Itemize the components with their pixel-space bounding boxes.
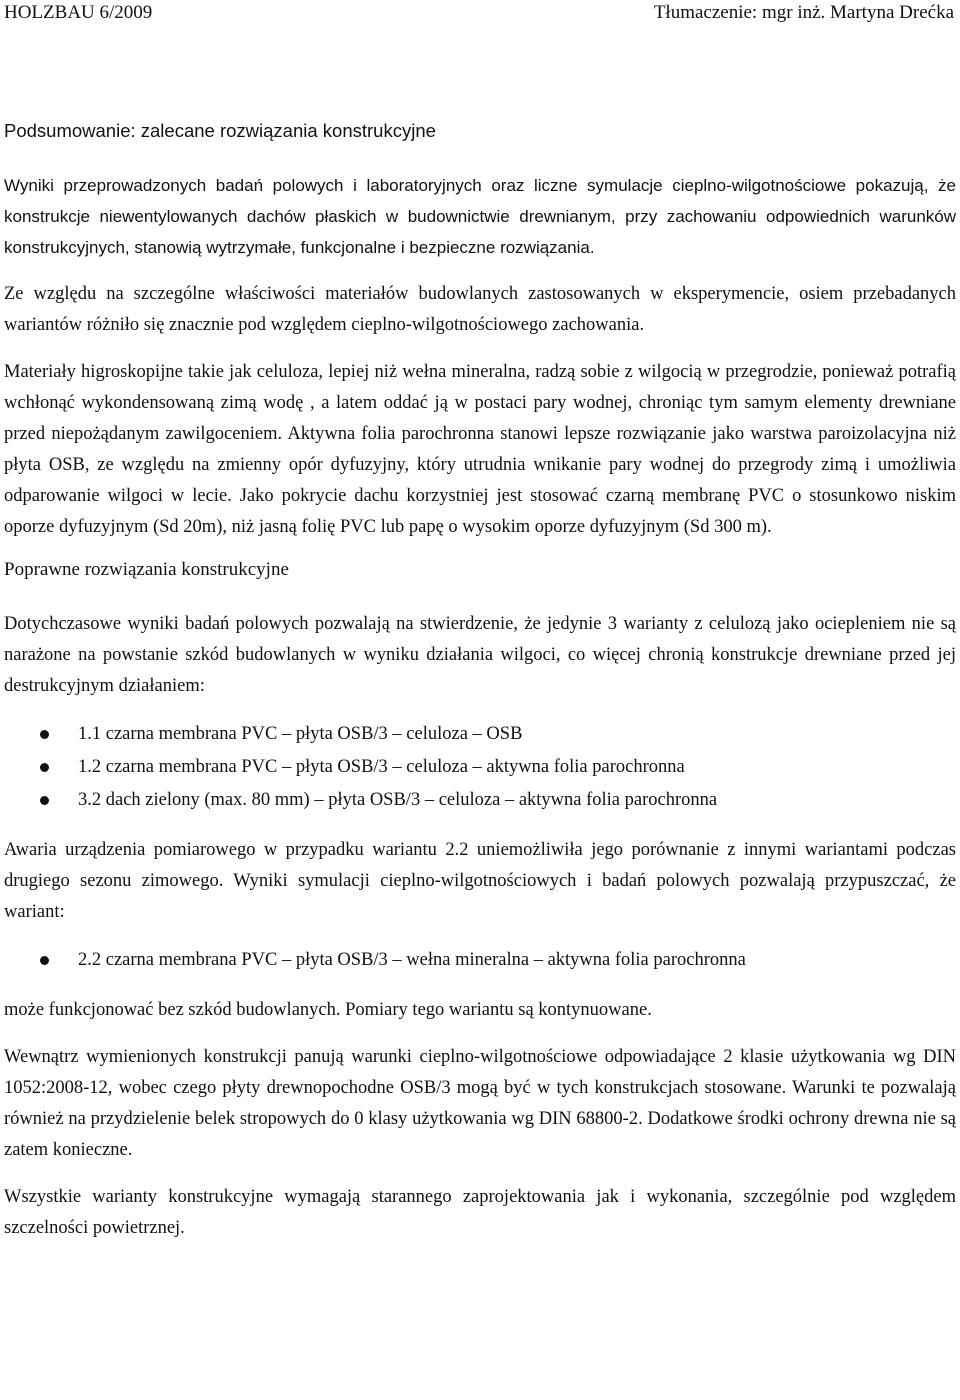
paragraph-field-results: Dotychczasowe wyniki badań polowych pozwalają na stwierdzenie, że jedynie 3 warianty z celulozą jako ociepleniem nie są narażone na powstanie szkód budowlanych w wyniku działania wilgoci, co więcej chronią konstrukcje drewniane przed jej destrukcyjnym działaniem:	[4, 614, 956, 696]
variant-list-secondary	[4, 944, 956, 977]
paragraph-hygroscopic-materials: Materiały higroskopijne takie jak celuloza, lepiej niż wełna mineralna, radzą sobie z wilgocią w przegrodzie, ponieważ potrafią wchłonąć wykondensowaną zimą wodę , a latem oddać ją w postaci pary wodnej, chroniąc tym samym elementy drewniane przed niepożądanym zawilgoceniem. Aktywna folia parochronna stanowi lepsze rozwiązanie jako warstwa paroizolacyjna niż płyta OSB, ze względu na zmienny opór dyfuzyjny, który utrudnia wnikanie pary wodnej do przegrody zimą i umożliwia odparowanie wilgoci w lecie. Jako pokrycie dachu korzystniej jest stosować czarną membranę PVC o stosunkowo niskim oporze dyfuzyjnym (Sd 20m), niż jasną folię PVC lub papę o wysokim oporze dyfuzyjnym (Sd 300 m).	[4, 362, 956, 537]
paragraph-usage-class: Wewnątrz wymienionych konstrukcji panują warunki cieplno-wilgotnościowe odpowiadające 2 klasie użytkowania wg DIN 1052:2008-12, wobec czego płyty drewnopochodne OSB/3 mogą być w tych konstrukcjach stosowane. Warunki te pozwalają również na przydzielenie belek stropowych do 0 klasy użytkowania wg DIN 68800-2. Dodatkowe środki ochrony drewna nie są zatem konieczne.	[4, 1047, 956, 1160]
journal-reference: HOLZBAU 6/2009	[4, 2, 153, 23]
document-body	[4, 120, 956, 1260]
paragraph-measurement-failure: Awaria urządzenia pomiarowego w przypadku wariantu 2.2 uniemożliwiła jego porównanie z innymi wariantami podczas drugiego sezonu zimowego. Wyniki symulacji cieplno-wilgotnościowych i badań polowych pozwalają przypuszczać, że wariant:	[4, 840, 956, 922]
paragraph-function-note: może funkcjonować bez szkód budowlanych. Pomiary tego wariantu są kontynuowane.	[4, 1000, 652, 1020]
list-item: 1.1 czarna membrana PVC – płyta OSB/3 – celuloza – OSB	[4, 718, 956, 751]
paragraph-materials-variants: Ze względu na szczególne właściwości materiałów budowlanych zastosowanych w eksperymencie, osiem przebadanych wariantów różniło się znacznie pod względem cieplno-wilgotnościowego zachowania.	[4, 284, 956, 335]
list-item: 2.2 czarna membrana PVC – płyta OSB/3 – wełna mineralna – aktywna folia parochronna	[4, 944, 956, 977]
translator-credit: Tłumaczenie: mgr inż. Martyna Drećka	[653, 2, 954, 23]
page-header	[0, 0, 960, 30]
variant-list	[4, 718, 956, 817]
list-item: 3.2 dach zielony (max. 80 mm) – płyta OSB/3 – celuloza – aktywna folia parochronna	[4, 784, 956, 817]
paragraph-results: Wyniki przeprowadzonych badań polowych i laboratoryjnych oraz liczne symulacje cieplno-wilgotnościowe pokazują, że konstrukcje niewentylowanych dachów płaskich w budownictwie drewnianym, przy zachowaniu odpowiednich warunków konstrukcyjnych, stanowią wytrzymałe, funkcjonalne i bezpieczne rozwiązania.	[4, 176, 956, 257]
list-item: 1.2 czarna membrana PVC – płyta OSB/3 – celuloza – aktywna folia parochronna	[4, 751, 956, 784]
paragraph-airtightness: Wszystkie warianty konstrukcyjne wymagają starannego zaprojektowania jak i wykonania, szczególnie pod względem szczelności powietrznej.	[4, 1187, 956, 1238]
section-heading-summary: Podsumowanie: zalecane rozwiązania konstrukcyjne	[4, 120, 436, 141]
section-heading-correct-solutions: Poprawne rozwiązania konstrukcyjne	[4, 559, 289, 580]
